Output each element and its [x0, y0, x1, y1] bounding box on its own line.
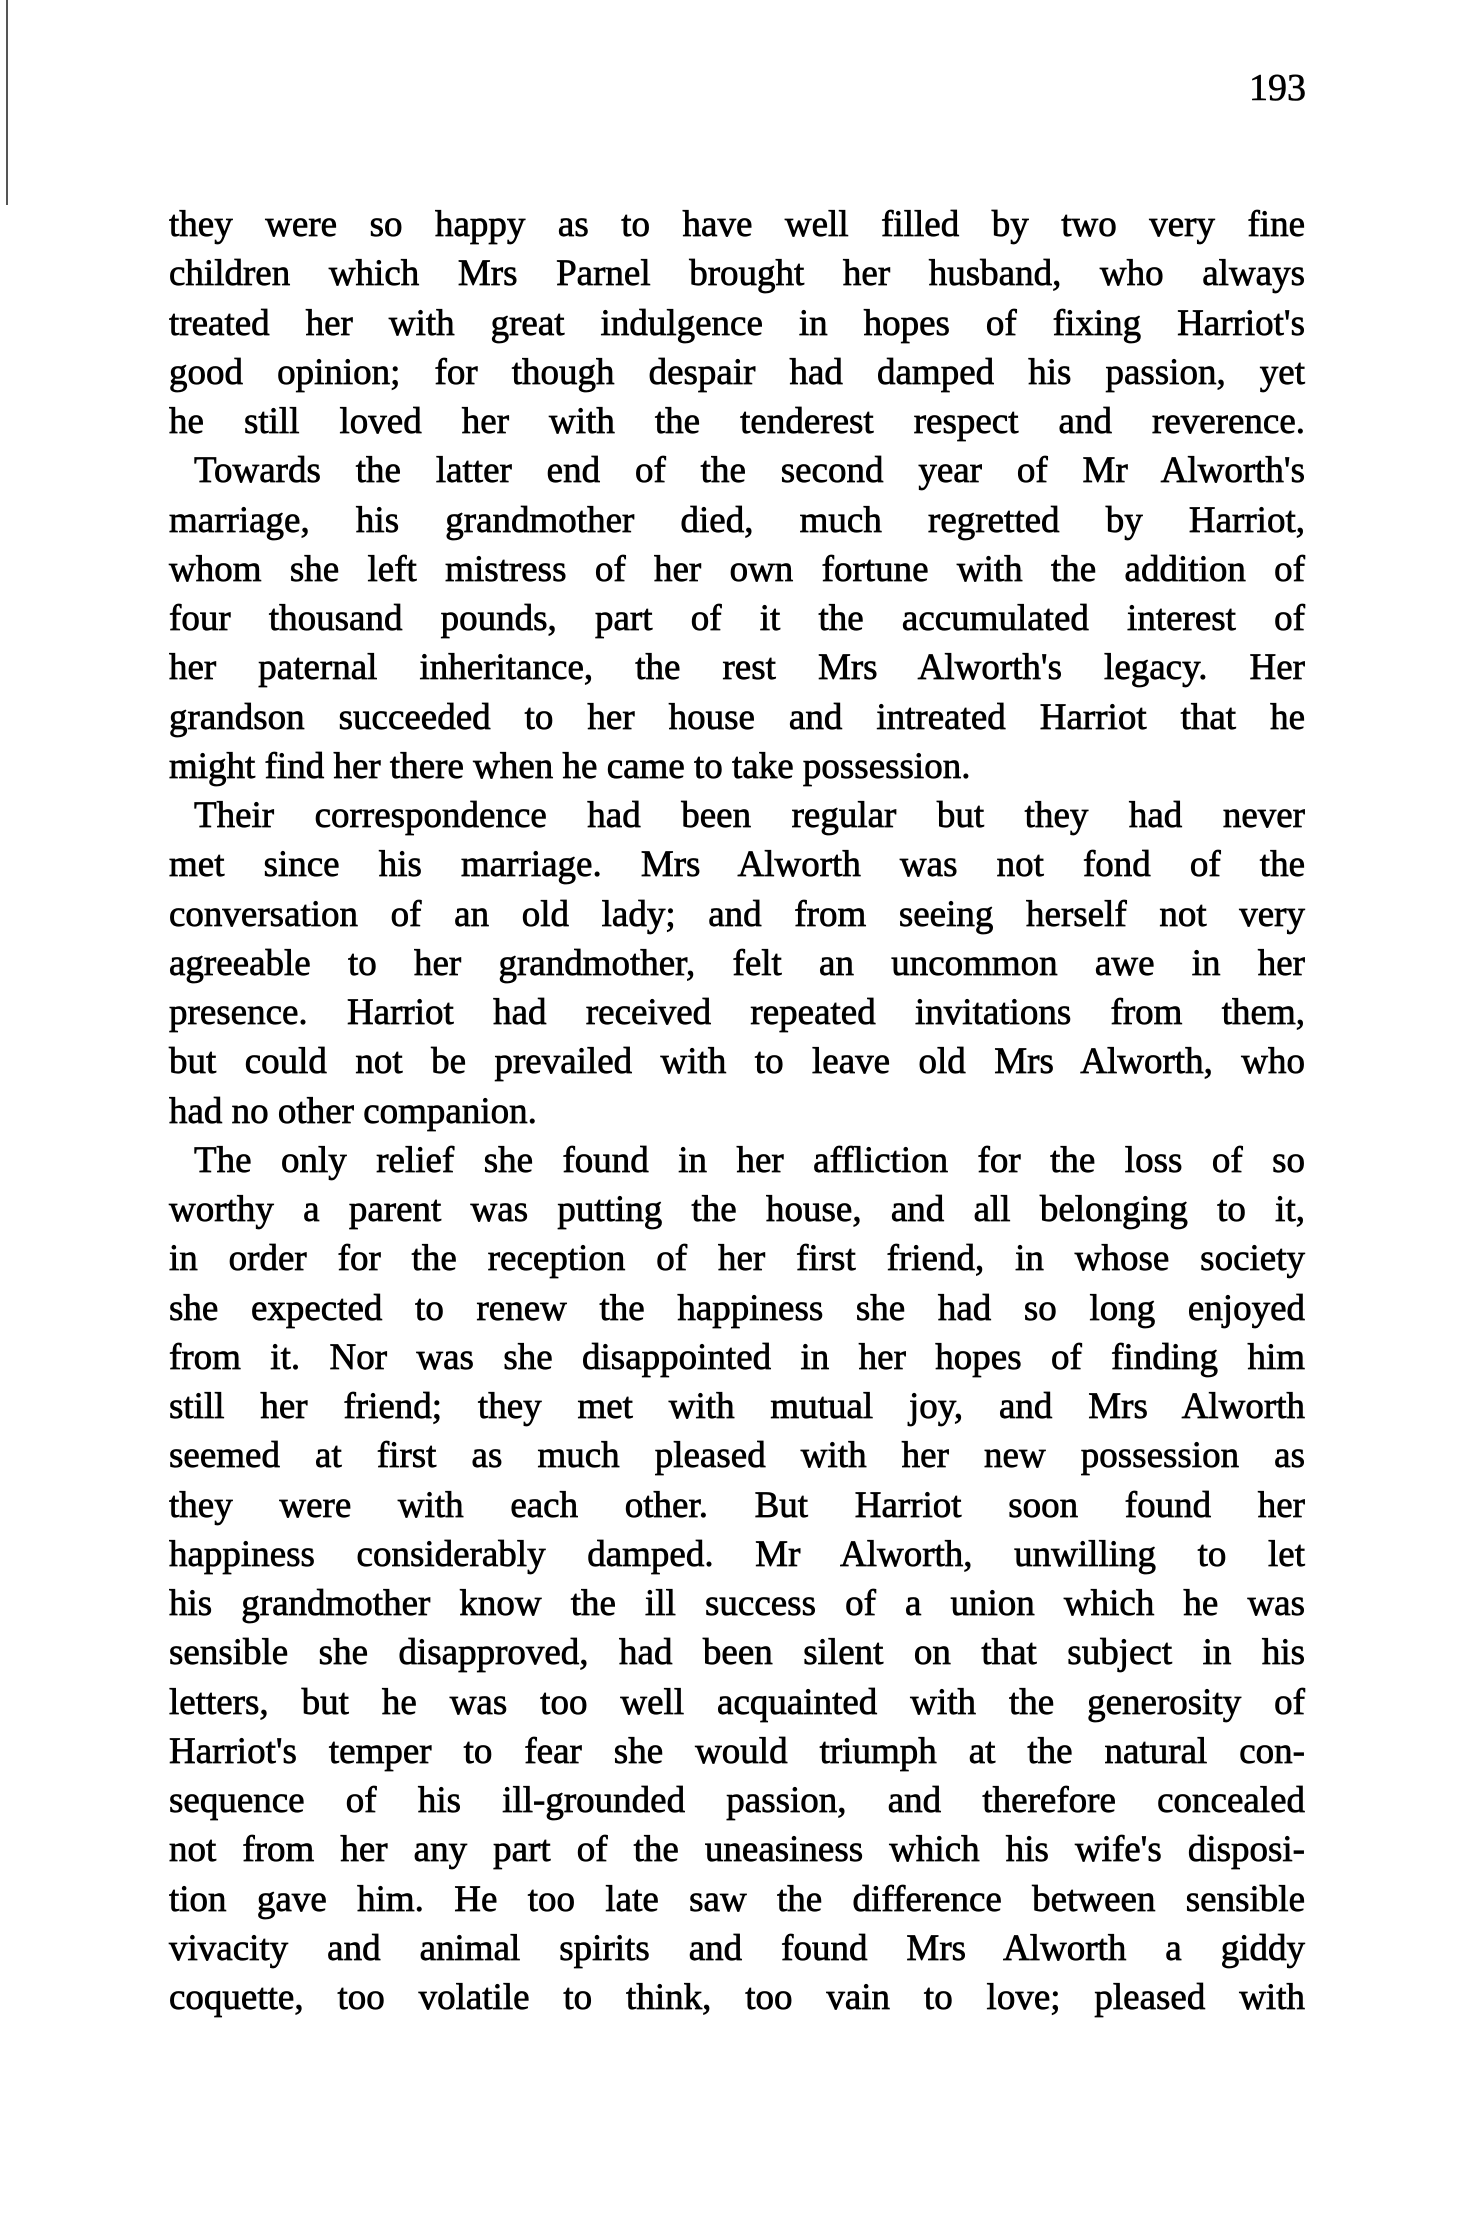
- text-line: in order for the reception of her first friend, in whose society: [169, 1238, 1305, 1280]
- text-line: grandson succeeded to her house and intreated Harriot that he: [169, 696, 1305, 738]
- text-line: her paternal inheritance, the rest Mrs Alworth's legacy. Her: [169, 647, 1305, 689]
- text-line: they were with each other. But Harriot soon found her: [169, 1484, 1305, 1526]
- text-line: letters, but he was too well acquainted with the generosity of: [169, 1681, 1305, 1723]
- text-line: they were so happy as to have well filled by two very fine: [169, 204, 1305, 245]
- text-line: Harriot's temper to fear she would triumph at the natural con-: [169, 1730, 1305, 1772]
- text-line: not from her any part of the uneasiness which his wife's disposi-: [169, 1829, 1305, 1871]
- text-line: whom she left mistress of her own fortune with the addition of: [169, 548, 1305, 590]
- text-line: Their correspondence had been regular but they had never: [194, 795, 1305, 836]
- text-line: had no other companion.: [169, 1090, 537, 1132]
- text-line: but could not be prevailed with to leave old Mrs Alworth, who: [169, 1041, 1305, 1083]
- text-line: conversation of an old lady; and from seeing herself not very: [169, 893, 1305, 935]
- scan-edge-mark: [6, 0, 8, 205]
- text-line: he still loved her with the tenderest respect and reverence.: [169, 401, 1305, 442]
- text-line: agreeable to her grandmother, felt an uncommon awe in her: [169, 942, 1305, 984]
- body-text: [169, 200, 1305, 2022]
- text-line: coquette, too volatile to think, too vain to love; pleased with: [169, 1977, 1305, 2018]
- text-line: good opinion; for though despair had damped his passion, yet: [169, 351, 1305, 393]
- text-line: still her friend; they met with mutual joy, and Mrs Alworth: [169, 1386, 1305, 1427]
- text-line: presence. Harriot had received repeated invitations from them,: [169, 992, 1305, 1033]
- text-line: vivacity and animal spirits and found Mrs Alworth a giddy: [169, 1927, 1305, 1969]
- text-line: worthy a parent was putting the house, and all belonging to it,: [169, 1189, 1305, 1230]
- text-line: sequence of his ill-grounded passion, and therefore concealed: [169, 1780, 1305, 1821]
- page-number: 193: [1249, 67, 1306, 109]
- text-line: children which Mrs Parnel brought her husband, who always: [169, 253, 1305, 295]
- text-line: his grandmother know the ill success of a union which he was: [169, 1583, 1305, 1624]
- text-line: four thousand pounds, part of it the accumulated interest of: [169, 598, 1305, 639]
- text-line: might find her there when he came to take possession.: [169, 745, 971, 787]
- text-line: Towards the latter end of the second year of Mr Alworth's: [194, 450, 1305, 492]
- text-line: marriage, his grandmother died, much regretted by Harriot,: [169, 499, 1305, 541]
- text-line: she expected to renew the happiness she had so long enjoyed: [169, 1287, 1305, 1329]
- text-line: The only relief she found in her affliction for the loss of so: [194, 1139, 1305, 1181]
- text-line: happiness considerably damped. Mr Alworth, unwilling to let: [169, 1533, 1305, 1575]
- text-line: seemed at first as much pleased with her new possession as: [169, 1435, 1305, 1477]
- text-line: sensible she disapproved, had been silent on that subject in his: [169, 1632, 1305, 1674]
- text-line: met since his marriage. Mrs Alworth was not fond of the: [169, 844, 1305, 886]
- text-line: from it. Nor was she disappointed in her hopes of finding him: [169, 1336, 1305, 1378]
- text-line: treated her with great indulgence in hopes of fixing Harriot's: [169, 302, 1305, 344]
- text-line: tion gave him. He too late saw the difference between sensible: [169, 1878, 1305, 1920]
